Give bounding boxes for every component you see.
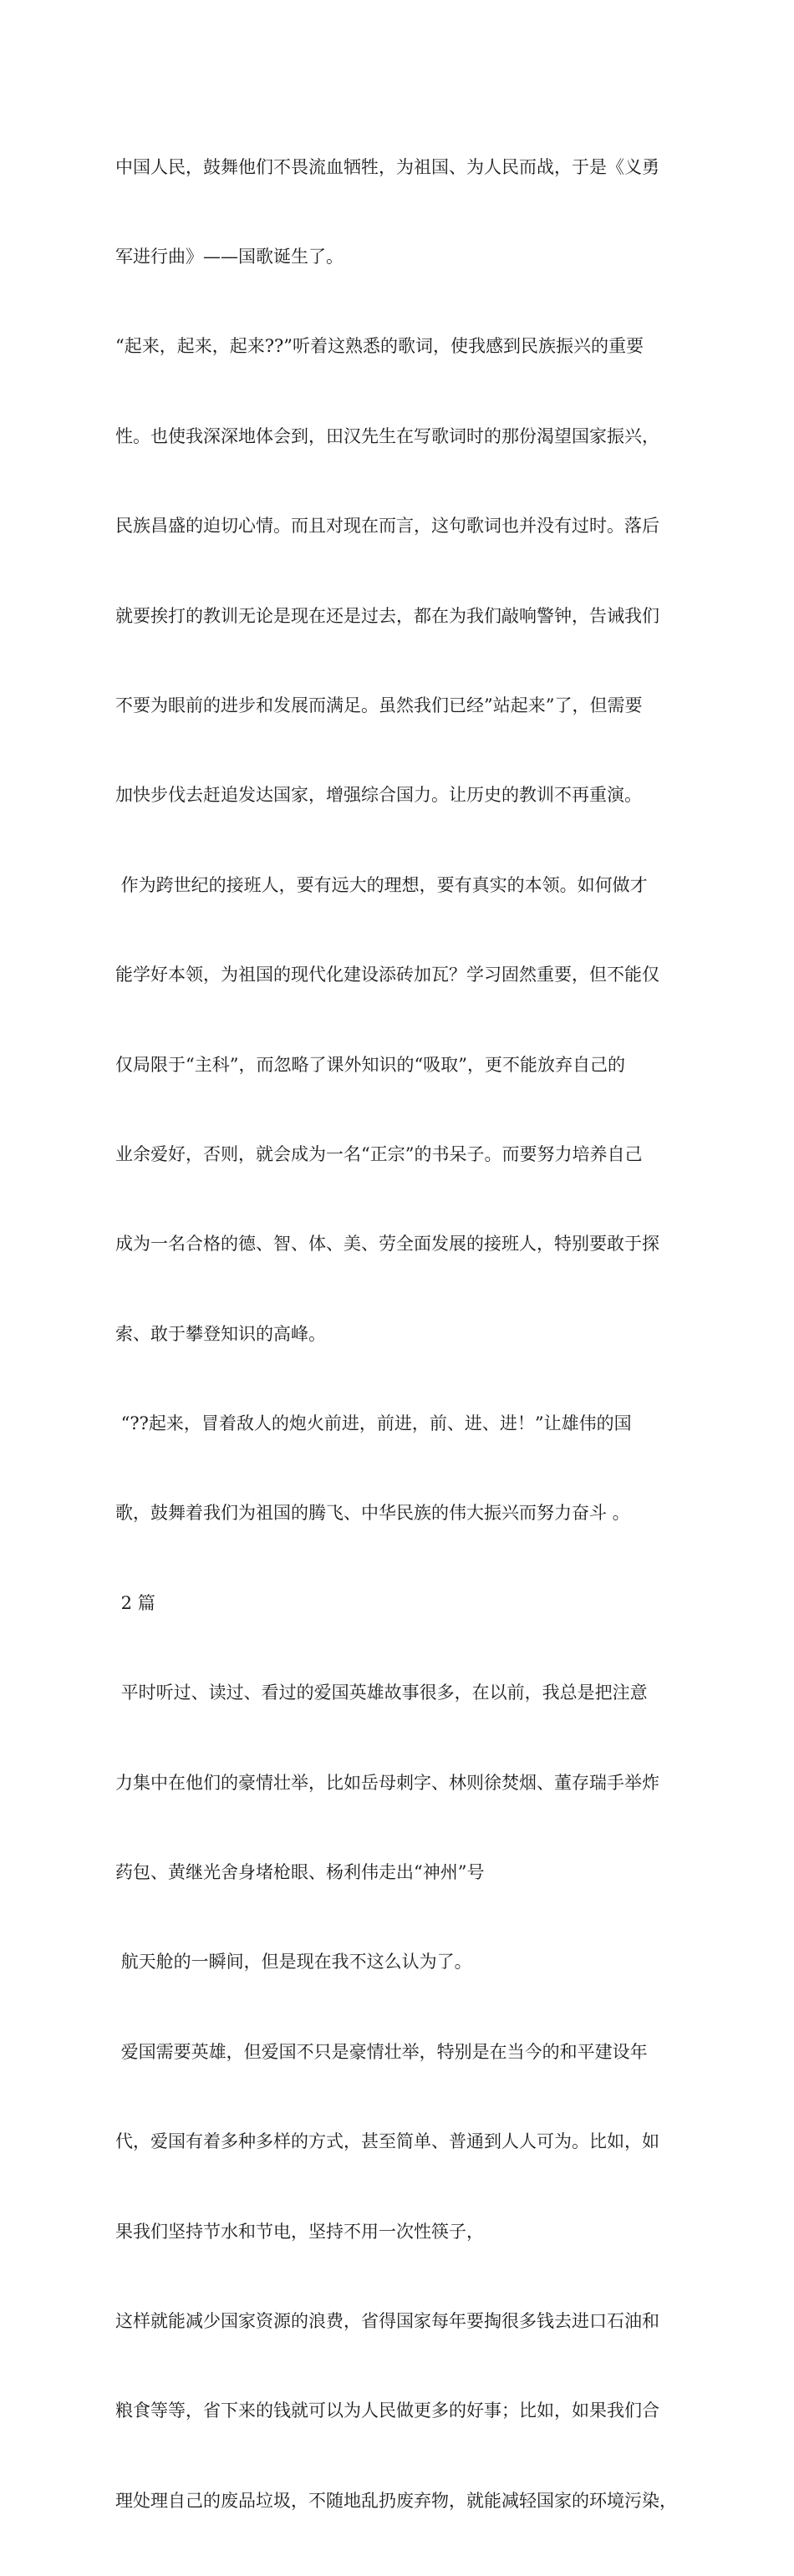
text-line: 成为一名合格的德、智、体、美、劳全面发展的接班人，特别要敢于探: [115, 1234, 659, 1255]
text-line: 能学好本领，为祖国的现代化建设添砖加瓦？学习固然重要，但不能仅: [115, 965, 659, 985]
section-heading: 2 篇: [115, 1592, 155, 1613]
text-line: 作为跨世纪的接班人，要有远大的理想，要有真实的本领。如何做才: [115, 874, 648, 895]
text-line: 仅局限于“主科”，而忽略了课外知识的“吸取”，更不能放弃自己的: [115, 1054, 625, 1075]
text-line: 歌，鼓舞着我们为祖国的腾飞、中华民族的伟大振兴而努力奋斗 。: [115, 1503, 630, 1524]
text-line: 加快步伐去赶追发达国家，增强综合国力。让历史的教训不再重演。: [115, 785, 642, 806]
text-line: 药包、黄继光舍身堵枪眼、杨利伟走出“神州”号: [115, 1862, 485, 1883]
text-line: 粮食等等，省下来的钱就可以为人民做更多的好事；比如，如果我们合: [115, 2400, 659, 2421]
text-line: 力集中在他们的豪情壮举，比如岳母刺字、林则徐焚烟、董存瑞手举炸: [115, 1772, 659, 1793]
text-line: 航天舱的一瞬间，但是现在我不这么认为了。: [115, 1952, 472, 1973]
text-line: 代，爱国有着多种多样的方式，甚至简单、普通到人人可为。比如，如: [115, 2131, 659, 2152]
text-line: 平时听过、读过、看过的爱国英雄故事很多，在以前，我总是把注意: [115, 1683, 648, 1703]
text-line: 军进行曲》——国歌诞生了。: [115, 246, 344, 267]
text-line: “??起来，冒着敌人的炮火前进，前进，前、进、进！”让雄伟的国: [115, 1413, 632, 1434]
text-line: 中国人民，鼓舞他们不畏流血牺牲，为祖国、为人民而战，于是《义勇: [115, 156, 659, 177]
text-line: 就要挨打的教训无论是现在还是过去，都在为我们敲响警钟，告诫我们: [115, 605, 659, 626]
document-body: [115, 93, 692, 2576]
text-line: 性。也使我深深地体会到，田汉先生在写歌词时的那份渴望国家振兴，: [115, 425, 659, 446]
text-line: 索、敢于攀登知识的高峰。: [115, 1323, 326, 1344]
text-line: 这样就能减少国家资源的浪费，省得国家每年要掏很多钱去进口石油和: [115, 2310, 659, 2331]
text-line: 理处理自己的废品垃圾，不随地乱扔废弃物，就能减轻国家的环境污染，: [115, 2490, 677, 2511]
text-line: 爱国需要英雄，但爱国不只是豪情壮举，特别是在当今的和平建设年: [115, 2041, 648, 2062]
text-line: 果我们坚持节水和节电，坚持不用一次性筷子，: [115, 2221, 484, 2242]
text-line: “起来，起来，起来??”听着这熟悉的歌词，使我感到民族振兴的重要: [115, 336, 644, 357]
text-line: 业余爱好，否则，就会成为一名“正宗”的书呆子。而要努力培养自己: [115, 1143, 643, 1164]
text-line: 民族昌盛的迫切心情。而且对现在而言，这句歌词也并没有过时。落后: [115, 516, 659, 537]
text-line: 不要为眼前的进步和发展而满足。虽然我们已经”站起来”了，但需要: [115, 695, 643, 715]
